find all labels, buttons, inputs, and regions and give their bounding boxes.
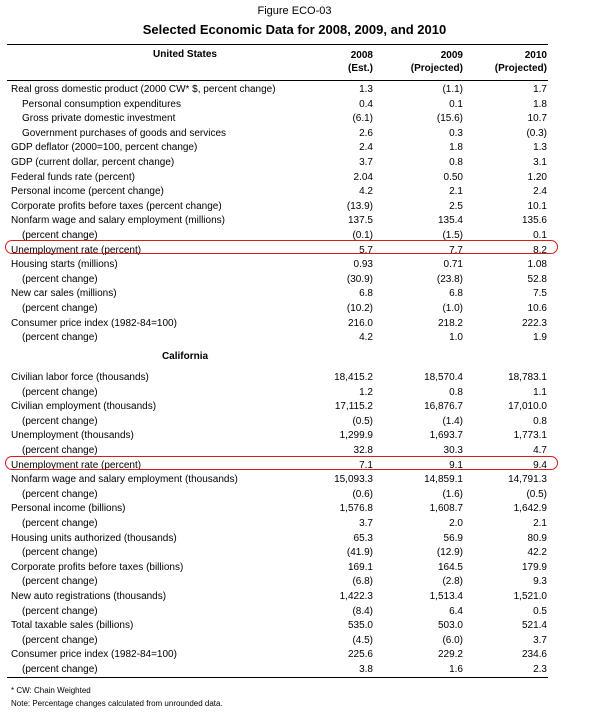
table-row [0,415,589,430]
cell-2008: 2.04 [353,171,373,183]
cell-2009: 16,876.7 [424,401,463,413]
col-2010-year: 2010 [524,50,547,61]
cell-2010: 222.3 [521,317,547,329]
cell-2008: 1,299.9 [339,430,373,442]
cell-2009: 0.71 [443,259,463,271]
cell-2010: 521.4 [521,620,547,632]
cell-2010: 1.9 [533,332,547,344]
row-label: (percent change) [22,273,98,285]
cell-2008: 535.0 [347,620,373,632]
row-label: Nonfarm wage and salary employment (millions) [11,215,225,227]
row-label: (percent change) [22,303,98,314]
table-row [0,502,589,517]
cell-2009: (15.6) [436,113,463,125]
cell-2009: 6.8 [449,288,463,300]
cell-2010: 80.9 [527,532,547,544]
footnote-note: Note: Percentage changes calculated from unrounded data. [11,699,223,708]
cell-2008: 225.6 [347,649,373,661]
cell-2009: (23.8) [436,273,463,285]
table-row [0,331,589,346]
cell-2010: 2.4 [533,186,547,198]
table-row [0,112,589,127]
cell-2009: 2.0 [449,518,463,529]
us-section-header: United States [153,49,217,60]
table-row [0,561,589,576]
cell-2010: 52.8 [527,273,547,285]
cell-2008: 4.2 [359,332,373,344]
table-row [0,634,589,649]
table-row [0,317,589,332]
row-label: (percent change) [22,518,98,529]
row-label: Civilian employment (thousands) [11,401,157,413]
cell-2009: 30.3 [443,445,463,456]
cell-2008: 0.93 [353,259,373,271]
table-row [0,214,589,229]
cell-2009: 2.5 [449,200,463,212]
cell-2009: 0.1 [449,98,463,110]
cell-2008: (0.5) [352,415,373,427]
col-2008-header [348,49,373,75]
row-label: Personal income (percent change) [11,186,164,198]
cell-2009: 14,859.1 [424,474,463,486]
footnote-cw: * CW: Chain Weighted [11,686,91,695]
table-row [0,371,589,386]
cell-2008: 137.5 [347,215,373,227]
row-label: (percent change) [22,445,98,456]
cell-2008: (6.8) [352,576,373,588]
row-label: New car sales (millions) [11,288,117,300]
row-label: (percent change) [22,547,98,559]
row-label: Corporate profits before taxes (billions) [11,561,184,573]
row-label: Real gross domestic product (2000 CW* $, percent change) [11,84,276,95]
table-row [0,590,589,605]
cell-2008: (8.4) [352,605,373,617]
table-row [0,386,589,401]
cell-2008: (4.5) [352,634,373,646]
cell-2008: 7.1 [359,459,373,471]
cell-2009: 1.6 [449,664,463,675]
row-label: (percent change) [22,332,98,344]
cell-2010: 1,642.9 [513,503,547,515]
row-label: Unemployment rate (percent) [11,244,142,256]
col-2008-sub: (Est.) [348,63,373,74]
table-row [0,546,589,561]
cell-2009: (2.8) [442,576,463,588]
figure-label: Figure ECO-03 [257,5,332,17]
cell-2010: 135.6 [521,215,547,227]
cell-2009: (1.4) [442,415,463,427]
cell-2009: 1,608.7 [429,503,463,515]
table-row [0,273,589,288]
table-row [0,575,589,590]
cell-2010: 14,791.3 [508,474,547,486]
col-2010-sub: (Projected) [494,63,547,74]
cell-2009: 2.1 [449,186,463,198]
cell-2010: 1.20 [527,171,547,183]
cell-2008: 18,415.2 [334,372,373,383]
row-label: Consumer price index (1982-84=100) [11,649,177,661]
row-label: Corporate profits before taxes (percent change) [11,200,222,212]
cell-2010: 1,521.0 [513,591,547,602]
cell-2009: (1.1) [442,84,463,95]
cell-2008: 0.4 [359,98,373,110]
cell-2009: (1.5) [442,230,463,241]
cell-2010: 1.08 [527,259,547,271]
ca-section-header: California [161,351,209,362]
cell-2009: 1,693.7 [429,430,463,442]
row-label: Federal funds rate (percent) [11,171,135,183]
row-label: (percent change) [22,230,98,241]
table-row [0,127,589,142]
row-label: (percent change) [22,634,98,646]
cell-2009: 1,513.4 [429,591,463,602]
row-label: Housing starts (millions) [11,259,118,271]
cell-2009: 135.4 [437,215,463,227]
cell-2008: 169.1 [347,561,373,573]
cell-2010: 3.1 [533,157,547,168]
row-label: (percent change) [22,386,98,398]
cell-2008: 15,093.3 [334,474,373,486]
row-label: Personal income (billions) [11,503,126,515]
cell-2010: (0.5) [526,488,547,500]
cell-2008: 3.7 [359,518,373,529]
cell-2010: 1.7 [533,84,547,95]
cell-2009: (6.0) [442,634,463,646]
table-row [0,663,589,678]
cell-2008: (13.9) [346,200,373,212]
cell-2008: (30.9) [346,273,373,285]
cell-2010: (0.3) [526,127,547,139]
cell-2009: 0.8 [449,157,463,168]
cell-2008: 3.7 [359,157,373,168]
cell-2008: 3.8 [359,664,373,675]
cell-2009: 218.2 [437,317,463,329]
table-row [0,258,589,273]
cell-2010: 0.8 [533,415,547,427]
cell-2010: 0.5 [533,605,547,617]
cell-2008: (10.2) [346,303,373,314]
cell-2010: 4.7 [533,445,547,456]
table-row [0,83,589,98]
row-label: Housing units authorized (thousands) [11,532,177,544]
cell-2009: 56.9 [443,532,463,544]
cell-2010: 1.8 [533,98,547,110]
col-2009-sub: (Projected) [410,63,463,74]
col-2008-year: 2008 [350,50,373,61]
table-row [0,488,589,503]
cell-2010: 10.1 [527,200,547,212]
cell-2010: 0.1 [533,230,547,241]
cell-2009: (1.0) [442,303,463,314]
header-rule [7,80,548,81]
row-label: Total taxable sales (billions) [11,620,134,632]
table-row [0,517,589,532]
table-row [0,429,589,444]
col-2009-year: 2009 [440,50,463,61]
cell-2009: 18,570.4 [424,372,463,383]
cell-2009: (1.6) [442,488,463,500]
table-row [0,400,589,415]
cell-2010: 7.5 [533,288,547,300]
cell-2010: 1,773.1 [513,430,547,442]
cell-2010: 2.1 [533,518,547,529]
cell-2009: (12.9) [436,547,463,559]
row-label: Unemployment (thousands) [11,430,134,442]
cell-2009: 164.5 [437,561,463,573]
row-label: (percent change) [22,576,98,588]
table-row [0,141,589,156]
ca-unemployment-highlight [5,456,558,470]
row-label: GDP (current dollar, percent change) [11,157,175,168]
cell-2009: 229.2 [437,649,463,661]
table-row [0,98,589,113]
table-row [0,648,589,663]
table-row [0,287,589,302]
table-row [0,185,589,200]
row-label: Consumer price index (1982-84=100) [11,317,177,329]
cell-2010: 1.1 [533,386,547,398]
cell-2008: (0.6) [352,488,373,500]
cell-2008: 216.0 [347,317,373,329]
cell-2010: 3.7 [533,634,547,646]
row-label: Nonfarm wage and salary employment (thousands) [11,474,238,486]
us-unemployment-highlight [5,240,558,254]
cell-2008: 65.3 [353,532,373,544]
cell-2009: 7.7 [449,244,463,256]
cell-2010: 8.2 [533,244,547,256]
cell-2009: 6.4 [449,605,463,617]
table-row [0,605,589,620]
row-label: New auto registrations (thousands) [11,591,167,602]
row-label: Civilian labor force (thousands) [11,372,149,383]
table-row [0,532,589,547]
row-label: (percent change) [22,664,98,675]
cell-2008: 1.2 [359,386,373,398]
cell-2010: 17,010.0 [508,401,547,413]
cell-2008: 5.7 [359,244,373,256]
cell-2008: 17,115.2 [334,401,373,413]
cell-2008: 6.8 [359,288,373,300]
cell-2010: 234.6 [521,649,547,661]
cell-2008: 1,576.8 [339,503,373,515]
col-2009-header [411,49,463,75]
figure-title: Selected Economic Data for 2008, 2009, and 2010 [142,22,447,37]
cell-2009: 1.0 [449,332,463,344]
cell-2008: 2.4 [359,142,373,154]
cell-2009: 1.8 [449,142,463,154]
row-label: (percent change) [22,488,98,500]
row-label: GDP deflator (2000=100, percent change) [11,142,198,154]
cell-2008: 4.2 [359,186,373,198]
table-row [0,156,589,171]
cell-2008: 32.8 [353,445,373,456]
cell-2010: 10.6 [527,303,547,314]
row-label: Personal consumption expenditures [22,98,181,110]
cell-2010: 9.4 [533,459,547,471]
table-row [0,200,589,215]
cell-2010: 10.7 [527,113,547,125]
cell-2009: 503.0 [437,620,463,632]
row-label: Gross private domestic investment [22,113,176,125]
cell-2008: (41.9) [346,547,373,559]
cell-2010: 9.3 [533,576,547,588]
table-row [0,171,589,186]
table-row [0,473,589,488]
cell-2009: 9.1 [449,459,463,471]
cell-2008: 1.3 [359,84,373,95]
row-label: (percent change) [22,415,98,427]
table-bottom-rule [7,677,548,678]
cell-2008: 2.6 [359,127,373,139]
cell-2008: (0.1) [352,230,373,241]
cell-2009: 0.8 [449,386,463,398]
cell-2010: 179.9 [521,561,547,573]
cell-2010: 1.3 [533,142,547,154]
row-label: Government purchases of goods and services [22,127,226,139]
cell-2008: (6.1) [352,113,373,125]
table-row [0,302,589,317]
table-row [0,619,589,634]
cell-2010: 42.2 [527,547,547,559]
cell-2010: 2.3 [533,664,547,675]
row-label: Unemployment rate (percent) [11,459,142,471]
cell-2009: 0.3 [449,127,463,139]
col-2010-header [495,49,547,75]
cell-2008: 1,422.3 [339,591,373,602]
cell-2010: 18,783.1 [508,372,547,383]
cell-2009: 0.50 [443,171,463,183]
row-label: (percent change) [22,605,98,617]
table-top-rule [7,44,548,45]
